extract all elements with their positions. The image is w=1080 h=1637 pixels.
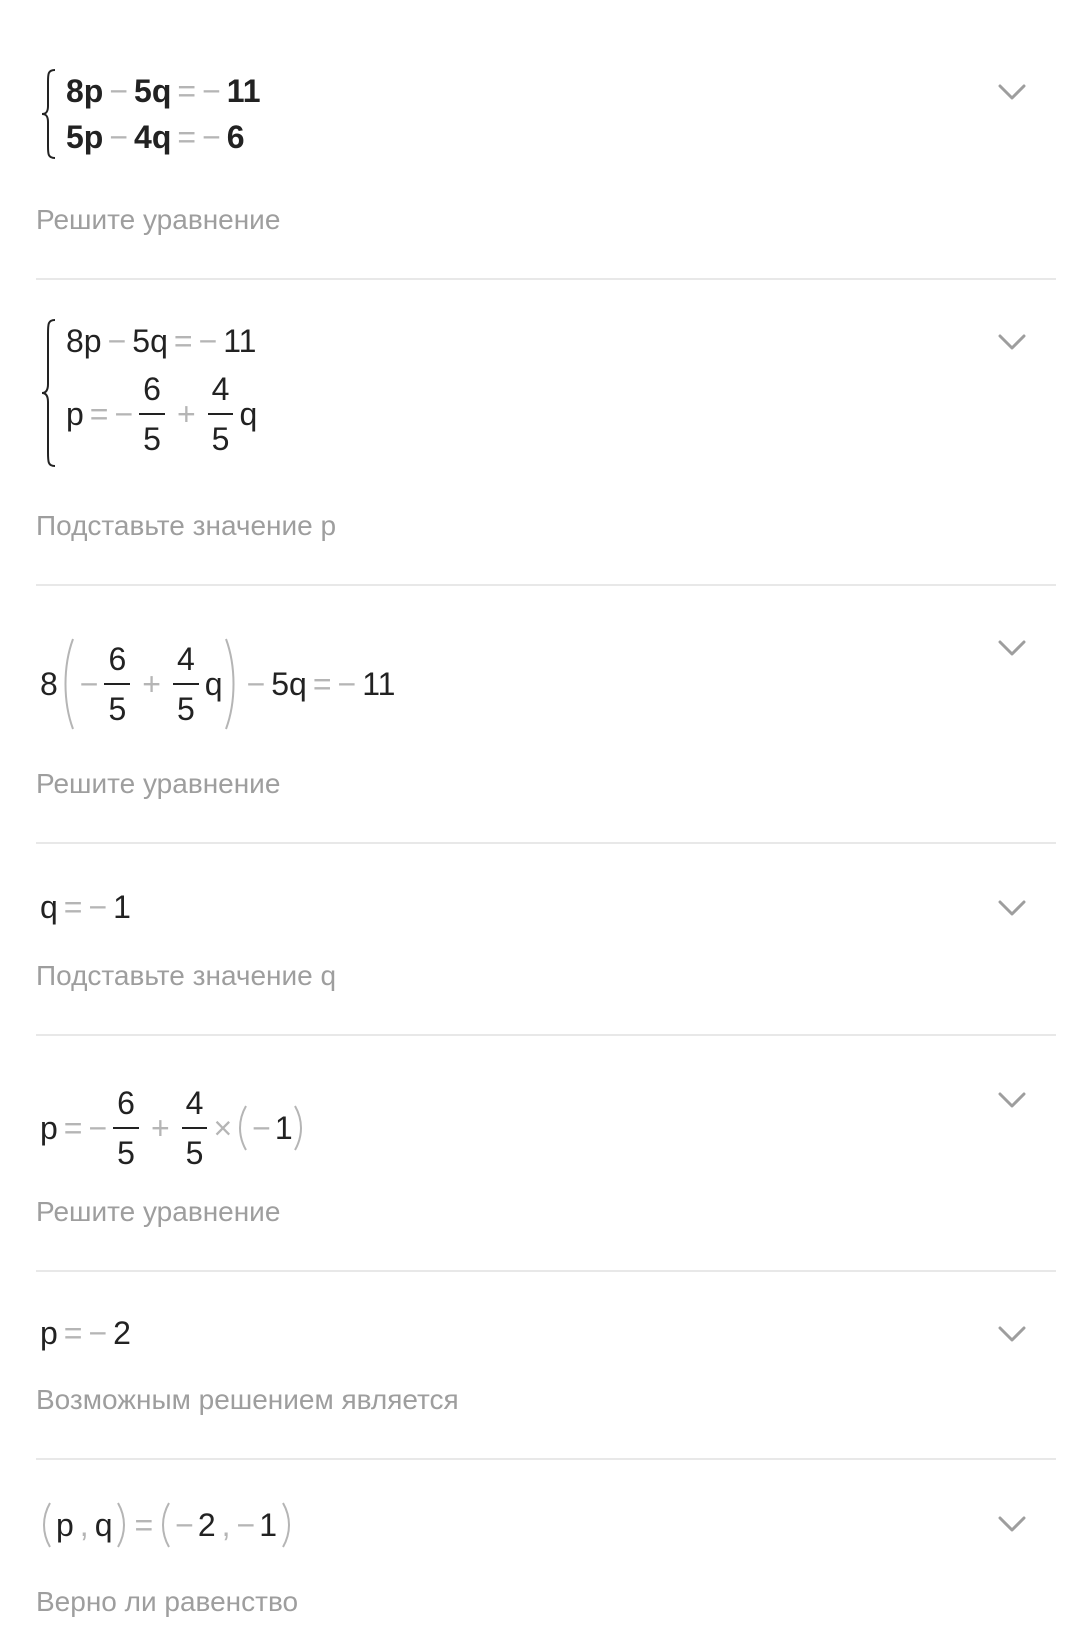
term: q <box>94 1506 113 1543</box>
fraction <box>113 1087 139 1169</box>
term: 2 <box>197 1506 216 1543</box>
term: 8 <box>40 665 58 702</box>
left-paren <box>236 1104 248 1152</box>
term: 11 <box>226 72 261 109</box>
operator: × <box>213 1109 233 1146</box>
operator: − <box>88 1109 108 1146</box>
term: p <box>66 395 84 432</box>
numerator: 6 <box>143 371 161 407</box>
step-caption: Решите уравнение <box>36 204 281 235</box>
denominator: 5 <box>117 1135 135 1171</box>
divider <box>36 1270 1056 1272</box>
equation <box>40 884 131 930</box>
operator: − <box>246 665 266 702</box>
operator: − <box>198 322 218 359</box>
numerator: 4 <box>185 1085 204 1121</box>
divider <box>36 584 1056 586</box>
operator: = <box>63 888 83 925</box>
operator: − <box>107 322 127 359</box>
operator: = <box>177 118 197 155</box>
operator: − <box>202 72 221 109</box>
operator: − <box>109 118 129 155</box>
divider <box>36 1458 1056 1460</box>
denominator: 5 <box>211 421 230 457</box>
term: 8p <box>66 72 104 109</box>
equation <box>40 1078 305 1178</box>
numerator: 4 <box>176 641 195 677</box>
chevron-down-icon[interactable] <box>994 630 1030 666</box>
operator: , <box>221 1506 231 1543</box>
operator: − <box>337 665 357 702</box>
step-caption: Решите уравнение <box>36 1196 281 1227</box>
operator: = <box>89 395 109 432</box>
left-paren <box>40 1501 52 1549</box>
operator: = <box>177 72 197 109</box>
chevron-down-icon[interactable] <box>994 1506 1030 1542</box>
chevron-down-icon[interactable] <box>994 1082 1030 1118</box>
fraction <box>182 1087 208 1169</box>
term: 5q <box>134 72 172 109</box>
term: 1 <box>113 888 131 925</box>
term: 5p <box>66 118 104 155</box>
fraction <box>104 643 130 725</box>
chevron-down-icon[interactable] <box>994 1316 1030 1352</box>
operator: + <box>176 395 196 432</box>
fraction <box>173 643 199 725</box>
term: 11 <box>362 665 396 702</box>
fraction <box>139 373 165 455</box>
operator: = <box>63 1314 83 1351</box>
numerator: 4 <box>211 371 230 407</box>
step-caption: Решите уравнение <box>36 768 281 799</box>
fraction <box>208 373 234 455</box>
denominator: 5 <box>176 691 195 727</box>
operator: − <box>109 72 129 109</box>
denominator: 5 <box>143 421 161 457</box>
operator: , <box>79 1506 89 1543</box>
term: q <box>204 665 223 702</box>
operator: + <box>142 665 161 702</box>
operator: − <box>88 1314 108 1351</box>
equation <box>40 1310 131 1356</box>
operator: = <box>63 1109 83 1146</box>
term: 1 <box>259 1506 278 1543</box>
left-brace <box>40 318 58 468</box>
operator: − <box>88 888 108 925</box>
equation-system <box>40 318 257 468</box>
divider <box>36 1034 1056 1036</box>
term: 2 <box>113 1314 131 1351</box>
step-caption: Подставьте значение p <box>36 510 337 541</box>
term: 5q <box>271 665 307 702</box>
operator: − <box>79 665 99 702</box>
term: p <box>56 1506 74 1543</box>
step-caption: Верно ли равенство <box>36 1586 299 1617</box>
operator: = <box>173 322 193 359</box>
chevron-down-icon[interactable] <box>994 890 1030 926</box>
chevron-down-icon[interactable] <box>994 324 1030 360</box>
equation-system <box>40 68 261 160</box>
denominator: 5 <box>108 691 127 727</box>
operator: − <box>252 1109 271 1146</box>
right-paren <box>281 1501 293 1549</box>
term: p <box>40 1314 58 1351</box>
divider <box>36 278 1056 280</box>
right-paren <box>223 636 239 732</box>
left-paren <box>60 636 76 732</box>
term: 11 <box>223 322 257 359</box>
chevron-down-icon[interactable] <box>994 74 1030 110</box>
term: 8p <box>66 322 102 359</box>
denominator: 5 <box>185 1135 204 1171</box>
left-brace <box>40 68 58 160</box>
step-caption: Возможным решением является <box>36 1384 459 1415</box>
equation <box>40 1500 293 1550</box>
term: 6 <box>226 118 245 155</box>
operator: + <box>150 1109 170 1146</box>
term: p <box>40 1109 58 1146</box>
divider <box>36 842 1056 844</box>
operator: = <box>134 1506 154 1543</box>
operator: − <box>236 1506 256 1543</box>
operator: − <box>114 395 134 432</box>
term: 5q <box>132 322 168 359</box>
numerator: 6 <box>117 1085 135 1121</box>
left-paren <box>159 1501 171 1549</box>
term: q <box>239 395 258 432</box>
right-paren <box>293 1104 305 1152</box>
term: 1 <box>274 1109 293 1146</box>
operator: − <box>202 118 221 155</box>
step-caption: Подставьте значение q <box>36 960 337 991</box>
numerator: 6 <box>108 641 127 677</box>
operator: − <box>175 1506 194 1543</box>
equation <box>40 634 395 734</box>
right-paren <box>116 1501 128 1549</box>
term: q <box>40 888 58 925</box>
term: 4q <box>134 118 172 155</box>
operator: = <box>312 665 332 702</box>
